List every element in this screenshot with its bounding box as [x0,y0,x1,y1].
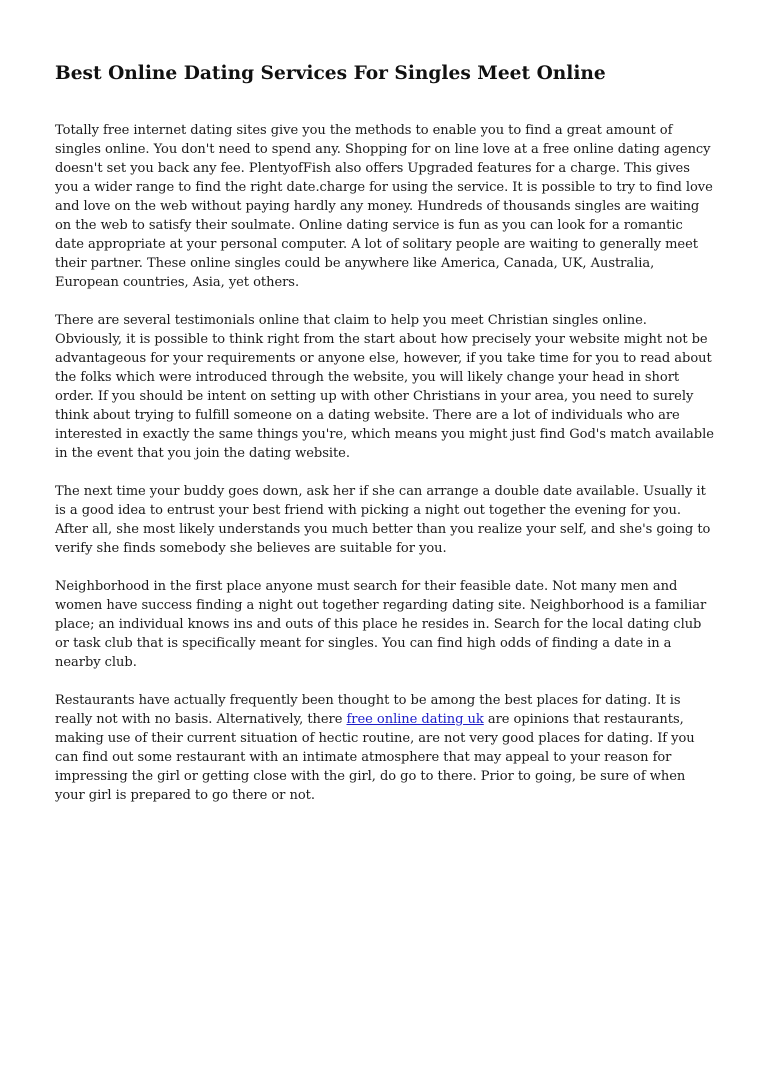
paragraph-2: There are several testimonials online that claim to help you meet Christian singles online. Obviously, it is possible to think right from the start about how precisely your website might not be advantageous for your requirements or anyone else, however, if you take time for you to read about the folks which were introduced through the website, you will likely change your head in short order. If you should be intent on setting up with other Christians in your area, you need to surely think about trying to fulfill someone on a dating website. There are a lot of individuals who are interested in exactly the same things you're, which means you might just find God's match available in the event that you join the dating website. [55,313,714,461]
document-body [55,121,715,805]
free-online-dating-link[interactable]: free online dating uk [346,712,484,727]
paragraph-4: Neighborhood in the first place anyone must search for their feasible date. Not many men and women have success finding a night out together regarding dating site. Neighborhood is a familiar place; an individual knows ins and outs of this place he resides in. Search for the local dating club or task club that is specifically meant for singles. You can find high odds of finding a date in a nearby club. [55,579,707,670]
paragraph-5-text-after-link: are opinions that restaurants, making use of their current situation of hectic routine, are not very good places for dating. If you can find out some restaurant with an intimate atmosphere that may appeal to your reason for impressing the girl or getting close with the girl, do go to there. Prior to going, be sure of when your girl is prepared to go there or not. [55,712,695,803]
document-page [55,0,715,824]
paragraph-5 [55,691,715,805]
document-title: Best Online Dating Services For Singles Meet Online [55,63,606,84]
paragraph-5-text-before-link: Restaurants have actually frequently been thought to be among the best places for dating. It is really not with no basis. Alternatively, there [55,693,681,727]
paragraph-3: The next time your buddy goes down, ask her if she can arrange a double date available. Usually it is a good idea to entrust your best friend with picking a night out together the evening for you. After all, she most likely understands you much better than you realize your self, and she's going to verify she finds somebody she believes are suitable for you. [55,484,711,556]
paragraph-1: Totally free internet dating sites give you the methods to enable you to find a great amount of singles online. You don't need to spend any. Shopping for on line love at a free online dating agency doesn't set you back any fee. PlentyofFish also offers Upgraded features for a charge. This gives you a wider range to find the right date.charge for using the service. It is possible to try to find love and love on the web without paying hardly any money. Hundreds of thousands singles are waiting on the web to satisfy their soulmate. Online dating service is fun as you can look for a romantic date appropriate at your personal computer. A lot of solitary people are waiting to generally meet their partner. These online singles could be anywhere like America, Canada, UK, Australia, European countries, Asia, yet others. [55,123,713,290]
